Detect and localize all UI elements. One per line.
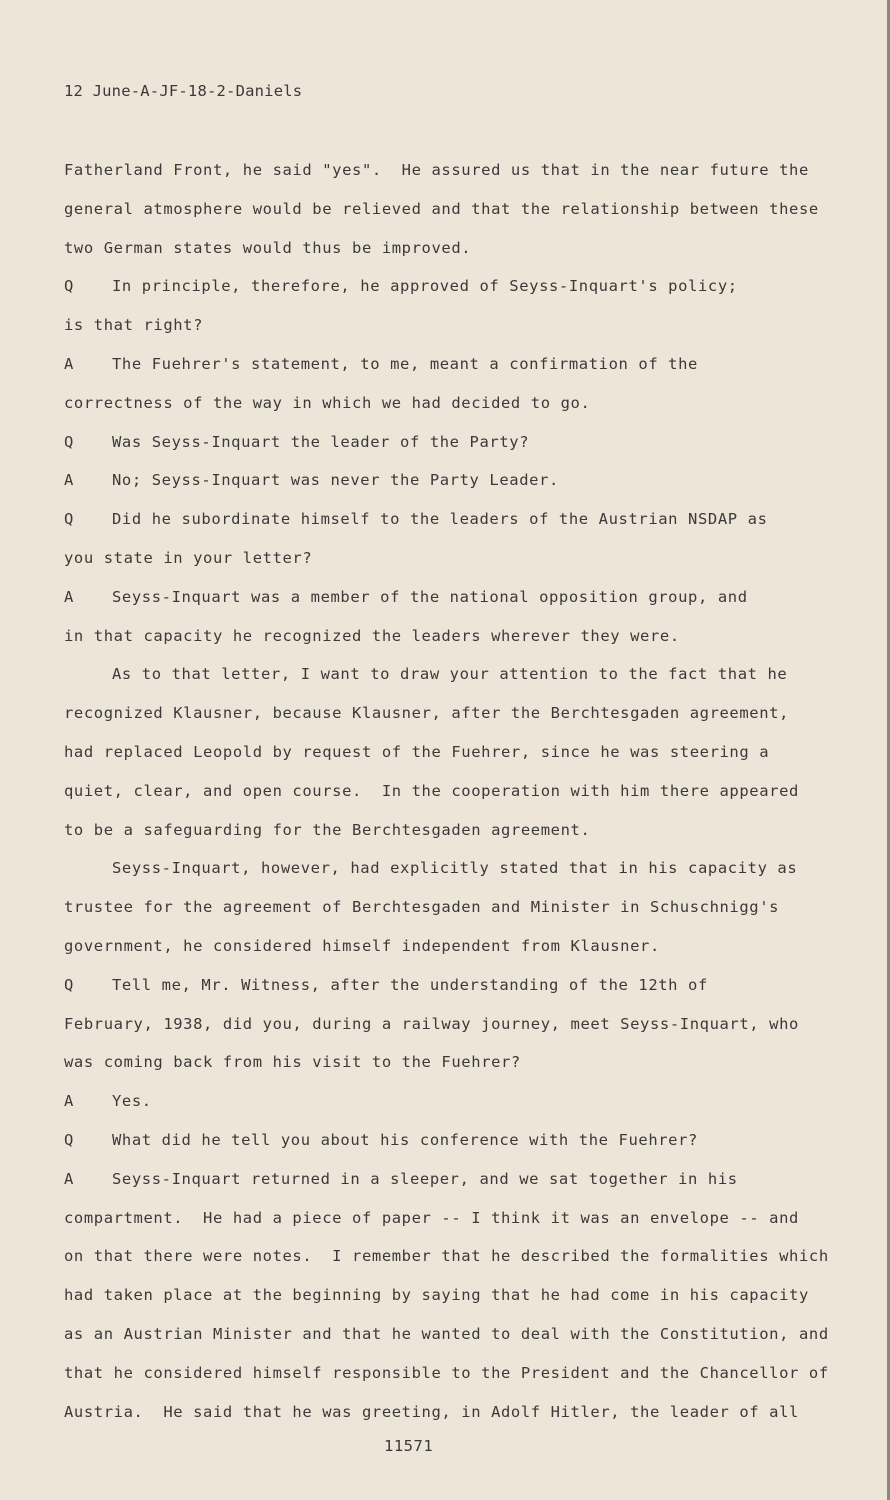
line-text: No; Seyss-Inquart was never the Party Leader.	[112, 471, 559, 490]
line-text: The Fuehrer's statement, to me, meant a confirmation of the	[112, 354, 698, 373]
transcript-line	[64, 1358, 829, 1397]
transcript-line	[64, 737, 824, 776]
transcript-line	[64, 659, 824, 698]
line-text: to be a safeguarding for the Berchtesgaden agreement.	[64, 820, 591, 839]
line-text: was coming back from his visit to the Fuehrer?	[64, 1053, 521, 1072]
line-text: What did he tell you about his conference with the Fuehrer?	[112, 1130, 698, 1149]
question-marker: Q	[64, 975, 74, 994]
answer-marker: A	[64, 1169, 74, 1188]
transcript-line	[64, 504, 824, 543]
line-text: Austria. He said that he was greeting, in Adolf Hitler, the leader of all	[64, 1402, 799, 1421]
line-text: As to that letter, I want to draw your attention to the fact that he	[112, 665, 788, 684]
line-text: is that right?	[64, 316, 204, 335]
transcript-line	[64, 194, 824, 233]
transcript-line	[64, 815, 824, 854]
line-text: had taken place at the beginning by saying that he had come in his capacity	[64, 1286, 809, 1305]
answer-marker: A	[64, 1092, 74, 1111]
question-marker: Q	[64, 510, 74, 529]
question-marker: Q	[64, 277, 74, 296]
line-text: Seyss-Inquart returned in a sleeper, and we sat together in his	[112, 1169, 738, 1188]
transcript-line	[64, 582, 824, 621]
transcript-line	[64, 465, 824, 504]
line-text: two German states would thus be improved.	[64, 238, 472, 257]
line-text: Did he subordinate himself to the leaders of the Austrian NSDAP as	[112, 510, 768, 529]
transcript-line	[64, 155, 824, 194]
transcript-line	[64, 271, 824, 310]
transcript-line	[64, 621, 824, 660]
line-text: general atmosphere would be relieved and that the relationship between these	[64, 199, 819, 218]
line-text: In principle, therefore, he approved of Seyss-Inquart's policy;	[112, 277, 738, 296]
line-text: correctness of the way in which we had decided to go.	[64, 393, 591, 412]
transcript-line	[64, 427, 824, 466]
line-text: February, 1938, did you, during a railway journey, meet Seyss-Inquart, who	[64, 1014, 799, 1033]
line-text: Seyss-Inquart was a member of the national opposition group, and	[112, 587, 748, 606]
transcript-line	[64, 1125, 824, 1164]
transcript-line	[64, 970, 824, 1009]
line-text: Was Seyss-Inquart the leader of the Party?	[112, 432, 530, 451]
answer-marker: A	[64, 587, 74, 606]
transcript-line	[64, 233, 824, 272]
transcript-line	[64, 1280, 824, 1319]
line-text: you state in your letter?	[64, 548, 313, 567]
question-marker: Q	[64, 1130, 74, 1149]
transcript-line	[64, 388, 824, 427]
transcript-line	[64, 543, 824, 582]
transcript-body	[64, 155, 829, 1435]
answer-marker: A	[64, 471, 74, 490]
transcript-line	[64, 776, 824, 815]
answer-marker: A	[64, 354, 74, 373]
line-text: Yes.	[112, 1092, 152, 1111]
line-text: quiet, clear, and open course. In the cooperation with him there appeared	[64, 781, 799, 800]
transcript-line	[64, 853, 824, 892]
transcript-line	[64, 892, 824, 931]
line-text: as an Austrian Minister and that he wanted to deal with the Constitution, and	[64, 1324, 829, 1343]
transcript-line	[64, 698, 824, 737]
transcript-line	[64, 349, 824, 388]
line-text: on that there were notes. I remember that he described the formalities which	[64, 1247, 829, 1266]
page-number: 11571	[384, 1437, 434, 1455]
transcript-line	[64, 310, 824, 349]
line-text: Seyss-Inquart, however, had explicitly stated that in his capacity as	[112, 859, 798, 878]
line-text: in that capacity he recognized the leaders wherever they were.	[64, 626, 680, 645]
transcript-line	[64, 1164, 824, 1203]
transcript-line	[64, 1047, 824, 1086]
transcript-line	[64, 1086, 824, 1125]
transcript-line	[64, 1009, 824, 1048]
line-text: trustee for the agreement of Berchtesgaden and Minister in Schuschnigg's	[64, 898, 780, 917]
line-text: that he considered himself responsible to the President and the Chancellor of	[64, 1363, 829, 1382]
line-text: recognized Klausner, because Klausner, after the Berchtesgaden agreement,	[64, 704, 790, 723]
page-header: 12 June-A-JF-18-2-Daniels	[64, 82, 303, 100]
transcript-line	[64, 1319, 829, 1358]
transcript-line	[64, 1203, 824, 1242]
transcript-line	[64, 1241, 829, 1280]
line-text: government, he considered himself independent from Klausner.	[64, 936, 660, 955]
line-text: had replaced Leopold by request of the Fuehrer, since he was steering a	[64, 742, 770, 761]
line-text: Tell me, Mr. Witness, after the understanding of the 12th of	[112, 975, 708, 994]
transcript-line	[64, 1397, 824, 1436]
line-text: compartment. He had a piece of paper -- I think it was an envelope -- and	[64, 1208, 799, 1227]
question-marker: Q	[64, 432, 74, 451]
line-text: Fatherland Front, he said "yes". He assured us that in the near future the	[64, 161, 809, 179]
transcript-line	[64, 931, 824, 970]
